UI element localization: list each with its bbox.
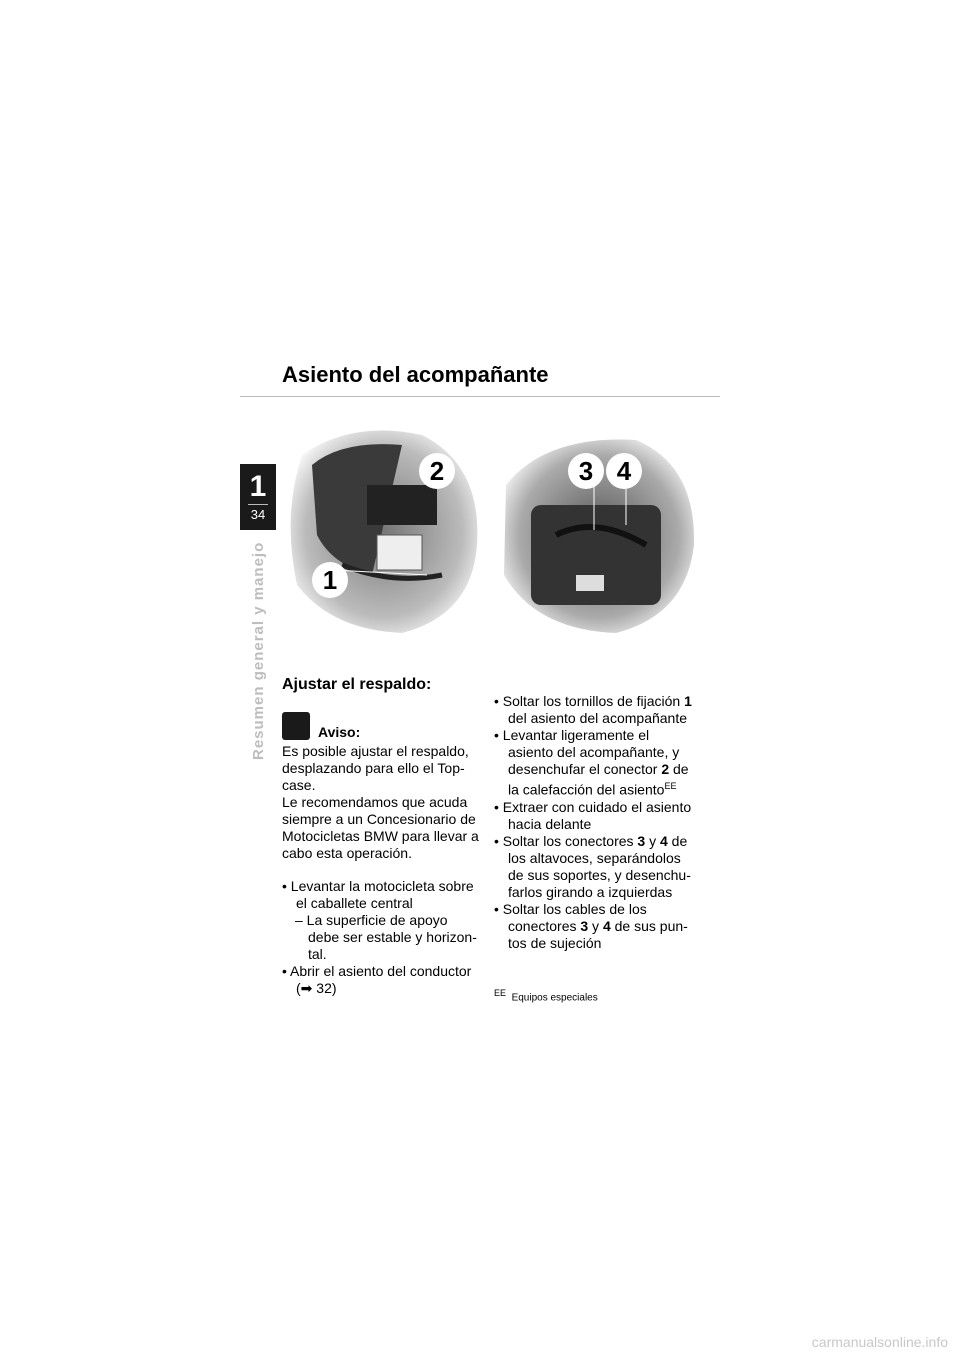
notice-header: [282, 712, 360, 740]
list-item: • Soltar los conectores 3 y 4 de los altavoces, separándolos de sus soportes, y desenchu-farlos girando a izquierdas: [494, 832, 691, 900]
callout-3: 3: [568, 453, 604, 489]
photo-seat-bolts: [282, 425, 482, 635]
chapter-number: 1: [249, 470, 267, 503]
notice-label: Aviso:: [318, 724, 361, 740]
page-number: 34: [250, 507, 266, 522]
list-item: • Soltar los tornillos de fijación 1 del asiento del acompañante: [494, 693, 692, 726]
list-item: • Levantar la motocicleta sobre el caballete central: [282, 878, 474, 911]
callout-2: 2: [419, 453, 455, 489]
page-title: Asiento del acompañante: [282, 362, 549, 387]
list-item: • Extraer con cuidado el asiento hacia delante: [494, 798, 692, 832]
recommend-text: Le recomendamos que acuda siempre a un Concesionario de Motocicletas BMW para llevar a cabo esta operación.: [282, 794, 479, 861]
right-column: [494, 693, 696, 952]
list-item: – La superficie de apoyo debe ser estable y horizon-tal.: [295, 912, 477, 962]
left-column: [282, 743, 482, 997]
title-rule: [240, 396, 720, 397]
callout-1: 1: [312, 562, 348, 598]
chapter-divider: [248, 504, 268, 505]
footnote: $^{EE}$ Equipos especiales: [494, 988, 598, 1004]
list-item: • Abrir el asiento del conductor (➡ 32): [282, 963, 472, 996]
callout-4: 4: [606, 453, 642, 489]
watermark: carmanualsonline.info: [811, 1334, 948, 1350]
notice-text: Es posible ajustar el respaldo, desplazando para ello el Top-case.: [282, 743, 469, 793]
list-item: • Soltar los cables de los conectores 3 y 4 de sus pun-tos de sujeción: [494, 900, 688, 951]
list-item: • Levantar ligeramente el asiento del acompañante, y desenchufar el conector 2 de la calefacción del asiento$^{EE}$: [494, 727, 689, 798]
side-section-label: Resumen general y manejo: [250, 541, 267, 760]
hand-pointer-icon: [282, 712, 310, 740]
section-heading: Ajustar el respaldo:: [282, 676, 432, 693]
